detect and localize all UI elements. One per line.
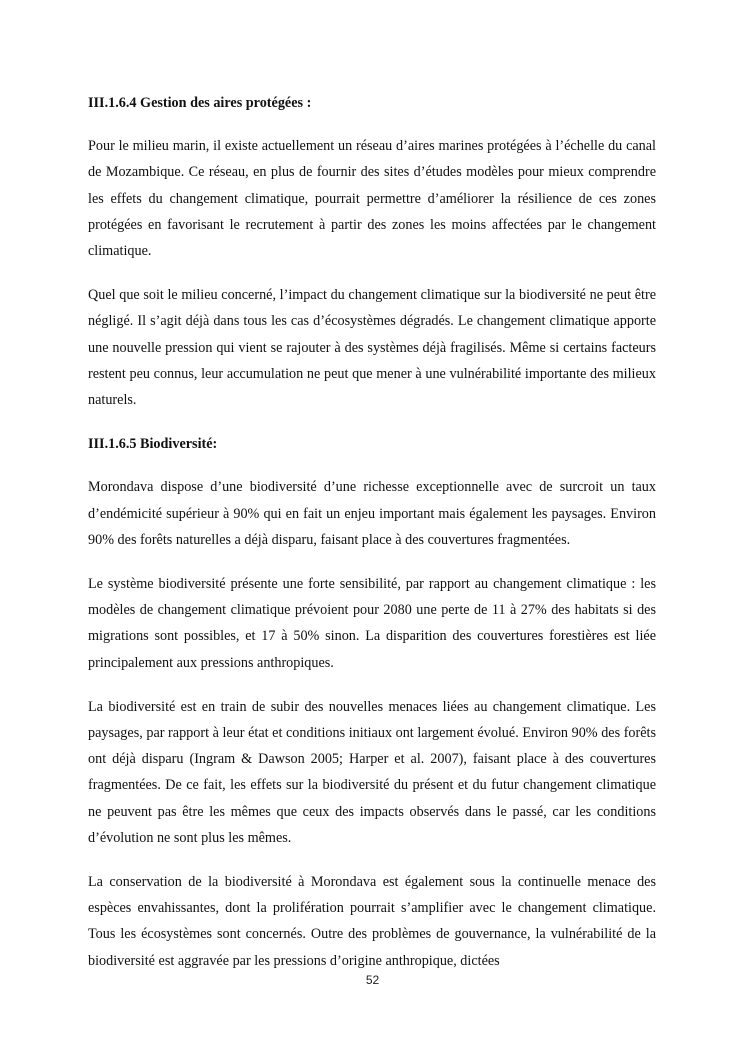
paragraph-invasive-species: La conservation de la biodiversité à Morondava est également sous la continuelle menace des espèces envahissantes, dont la prolifération pourrait s’amplifier avec le changement climatique. Tous les écosystèmes sont concernés. Outre des problèmes de gouvernance, la vulnérabilité de la biodiversité est aggravée par les pressions d’origine anthropique, dictées bbox=[88, 874, 656, 969]
page-body bbox=[88, 90, 656, 992]
paragraph-marine-network: Pour le milieu marin, il existe actuellement un réseau d’aires marines protégées à l’échelle du canal de Mozambique. Ce réseau, en plus de fournir des sites d’études modèles pour mieux comprendre les effets du changement climatique, pourrait permettre d’améliorer la résilience de ces zones protégées en favorisant le recrutement à partir des zones les moins affectées par le changement climatique. bbox=[88, 138, 656, 260]
paragraph-morondava-richness: Morondava dispose d’une biodiversité d’une richesse exceptionnelle avec de surcroit un taux d’endémicité supérieur à 90% qui en fait un enjeu important mais également les paysages. Environ 90% des forêts naturelles a déjà disparu, faisant place à des couvertures fragmentées. bbox=[88, 479, 656, 548]
paragraph-system-sensitivity: Le système biodiversité présente une forte sensibilité, par rapport au changement climatique : les modèles de changement climatique prévoient pour 2080 une perte de 11 à 27% des habitats si des migrations sont possibles, et 17 à 50% sinon. La disparition des couvertures forestières est liée principalement aux pressions anthropiques. bbox=[88, 576, 656, 671]
page-number: 52 bbox=[365, 973, 380, 987]
section-heading-biodiversity: III.1.6.5 Biodiversité: bbox=[88, 436, 218, 453]
paragraph-new-threats: La biodiversité est en train de subir des nouvelles menaces liées au changement climatique. Les paysages, par rapport à leur état et conditions initiaux ont largement évolué. Environ 90% des forêts ont déjà disparu (Ingram & Dawson 2005; Harper et al. 2007), faisant place à des couvertures fragmentées. De ce fait, les effets sur la biodiversité du présent et du futur changement climatique ne peuvent pas être les mêmes que ceux des impacts observés dans le passé, car les conditions d’évolution ne sont plus les mêmes. bbox=[88, 698, 656, 846]
section-heading-protected-areas: III.1.6.4 Gestion des aires protégées : bbox=[88, 95, 312, 111]
paragraph-impact-biodiversity: Quel que soit le milieu concerné, l’impact du changement climatique sur la biodiversité ne peut être négligé. Il s’agit déjà dans tous les cas d’écosystèmes dégradés. Le changement climatique apporte une nouvelle pression qui vient se rajouter à des systèmes déjà fragilisés. Même si certains facteurs restent peu connus, leur accumulation ne peut que mener à une vulnérabilité importante des milieux naturels. bbox=[88, 287, 656, 409]
